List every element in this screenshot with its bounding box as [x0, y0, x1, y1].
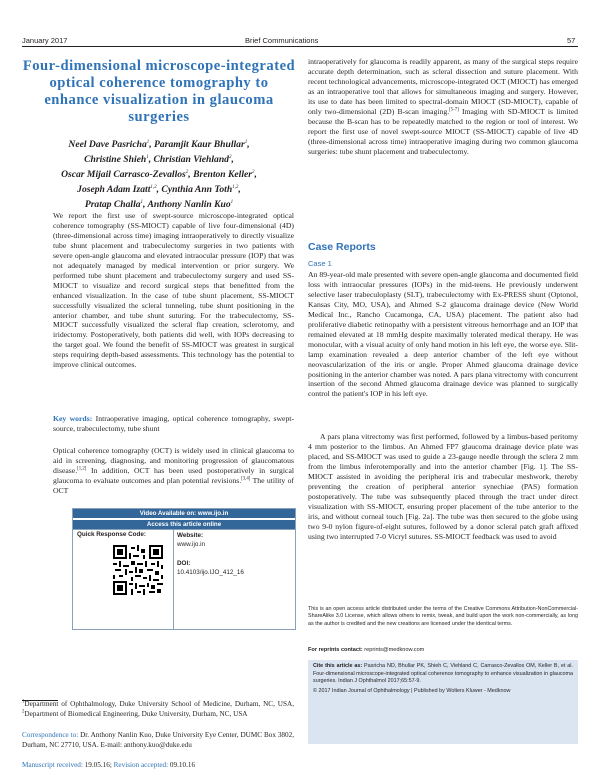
box-divider: [73, 529, 295, 530]
keywords-text: Intraoperative imaging, optical coherence tomography, swept-source, trabeculectomy, tube shunt: [53, 414, 295, 433]
case-1-paragraph-2: A pars plana vitrectomy was first performed, followed by a limbus-based peritomy 4 mm posterior to the limbus. An Ahmed FP7 glaucoma drainage device plate was placed, and SS-MIOCT was used to guide a 23-gauge needle through the sclera 2 mm from the limbus inferotemporally and into the anterior chamber [Fig. 1]. The SS-MIOCT assisted in avoiding the peripheral iris and trabecular meshwork, thereby preventing the creation of peripheral anterior synechiae (PAS) formation postoperatively. The tube was subsequently placed through the tract under direct visualization with SS-MIOCT, ensuring proper placement of the tube anterior to the iris, and without corneal touch [Fig. 2a]. The tube was then secured to the globe using two 9-0 nylon figure-of-eight sutures, followed by a donor scleral patch graft affixed using two interrupted 7-0 Vicryl sutures. SS-MIOCT feedback was used to avoid: [308, 432, 578, 541]
box-column-divider: [173, 529, 174, 629]
keywords: [53, 414, 294, 434]
qr-code-icon[interactable]: [113, 545, 163, 595]
keywords-label: Key words:: [53, 414, 93, 423]
correspondence: Correspondence to: Dr. Anthony Nanlin Kuo, Duke University Eye Center, DUMC Box 3802, Durham, NC 27710, USA. E-mail: anthony.kuo@duke.edu: [22, 731, 294, 749]
article-title: Four-dimensional microscope-integrated optical coherence tomography to enhance visualization in glaucoma surgeries: [22, 58, 296, 125]
video-available[interactable]: Video Available on: www.ijo.in: [73, 509, 295, 518]
access-box: [72, 508, 296, 630]
introduction-paragraph: Optical coherence tomography (OCT) is widely used in clinical glaucoma to aid in screening, diagnosing, and monitoring progression of glaucomatous disease.[1,2] In addition, OCT has been used postoperatively in surgical glaucoma to evaluate outcomes and plan potential revisions.[3,4] The utility of OCT: [53, 446, 294, 495]
intro-continued: intraoperatively for glaucoma is readily apparent, as many of the surgical steps require accurate depth determination, such as scleral dissection and suture placement. With recent technological advancements, microscope-integrated OCT (MIOCT) has emerged as an intraoperative tool that allows for simultaneous imaging and surgery. However, its use to date has been limited to spectral-domain MIOCT (SD-MIOCT), capable of only two-dimensional (2D) B-scan imaging.[5-7] Imaging with SD-MIOCT is limited because the B-scan has to be repeatedly matched to the region or tool of interest. We report the first use of novel swept-source MIOCT (SS-MIOCT) capable of live 4D (three-dimensional across time) intraoperative imaging during two common glaucoma surgeries: tube shunt placement and trabeculectomy.: [308, 57, 578, 156]
citation-text: Cite this article as: Pasricha ND, Bhullar PK, Shieh C, Viehland C, Carrasco-Zevallos OM, Keller B, et al. Four-dimensional microscope-integrated optical coherence tomography to enhance visualization in glaucoma surgeries. Indian J Ophthalmol 2017;65:57-9.: [313, 663, 573, 685]
citation-box: [308, 660, 578, 744]
header-section: Brief Communications: [245, 36, 319, 45]
header-page-number: 57: [567, 36, 576, 45]
affiliations: $^1$Department of Ophthalmology, Duke University School of Medicine, Durham, NC, USA, $^2$Department of Biomedical Engineering, Duke University, Durham, NC, USA: [22, 699, 294, 718]
section-heading-case-reports: Case Reports: [308, 241, 376, 253]
abstract: We report the first use of swept-source microscope-integrated optical coherence tomography (SS-MIOCT) capable of live four-dimensional (4D) (three-dimensional across time) imaging intraoperatively to directly visualize tube shunt placement and trabeculectomy surgeries in two patients with severe open-angle glaucoma and elevated intraocular pressure (IOP) that was not adequately managed by medical intervention or prior surgery. We performed tube shunt placement and trabeculectomy surgery and used SS-MIOCT to visualize and record surgical steps that benefitted from the enhanced visualization. In the case of tube shunt placement, SS-MIOCT successfully visualized the scleral tunneling, tube shunt positioning in the anterior chamber, and tube shunt suturing. For the trabeculectomy, SS-MIOCT successfully visualized the scleral flap creation, sclerotomy, and iridectomy. Postoperatively, both patients did well, with IOPs decreasing to the target goal. We found the benefit of SS-MIOCT was greatest in surgical steps requiring depth-based assessments. This technology has the potential to improve clinical outcomes.: [53, 211, 294, 370]
website-link[interactable]: www.ijo.in: [177, 541, 205, 548]
manuscript-dates: Manuscript received: 19.05.16; Revision accepted: 09.10.16: [22, 761, 196, 769]
case-1-heading: Case 1: [308, 259, 332, 268]
website-label: Website:: [177, 532, 204, 539]
author-list: Neel Dave Pasricha$^1$, Paramjit Kaur Bhullar$^1$, Christine Shieh$^1$, Christian Viehland$^2$, Oscar Mijail Carrasco-Zevallos$^2$, Brenton Keller$^2$, Joseph Adam Izatt$^{1,2}$, Cynthia Ann Toth$^{1,2}$, Pratap Challa$^1$, Anthony Nanlin Kuo$^1$: [61, 139, 257, 211]
access-online-heading: Access this article online: [73, 520, 295, 529]
case-1-paragraph-1: An 89-year-old male presented with severe open-angle glaucoma and documented field loss with intraocular pressures (IOPs) in the mid-teens. He previously underwent selective laser trabeculoplasty (SLT), trabeculectomy with Ex-PRESS shunt (Optonol, Kansas City, MO, USA), and Ahmed S-2 glaucoma drainage device (New World Medical Inc., Rancho Cucamonga, CA, USA) placement. The patient also had proliferative diabetic retinopathy with a persistent vitreous hemorrhage and an IOP that remained elevated at 18 mmHg despite maximally tolerated medical therapy. He was monocular, with a visual acuity of only hand motion in his left eye, the worse eye. Slit-lamp examination revealed a deep anterior chamber of the left eye without neovascularization of the iris or angle. Proper Ahmed glaucoma drainage device positioning in the anterior chamber was noted. A pars plana vitrectomy with concurrent insertion of the second Ahmed glaucoma drainage device was planned to surgically control the patient's IOP in his left eye.: [308, 270, 578, 399]
reprints-contact: For reprints contact: reprints@medknow.com: [308, 647, 425, 653]
copyright-line: © 2017 Indian Journal of Ophthalmology | Published by Wolters Kluwer - Medknow: [313, 687, 511, 694]
license-notice: This is an open access article distributed under the terms of the Creative Commons Attribution-NonCommercial-ShareAlike 3.0 License, which allows others to remix, tweak, and build upon the work non-commercially, as long as the author is credited and the new creations are licensed under the identical terms.: [308, 606, 578, 627]
doi-value[interactable]: 10.4103/ijo.IJO_412_16: [177, 569, 244, 576]
header-rule: [22, 46, 578, 47]
doi-label: DOI:: [177, 560, 191, 567]
qr-label: Quick Response Code:: [77, 531, 146, 538]
header-date: January 2017: [22, 36, 68, 45]
